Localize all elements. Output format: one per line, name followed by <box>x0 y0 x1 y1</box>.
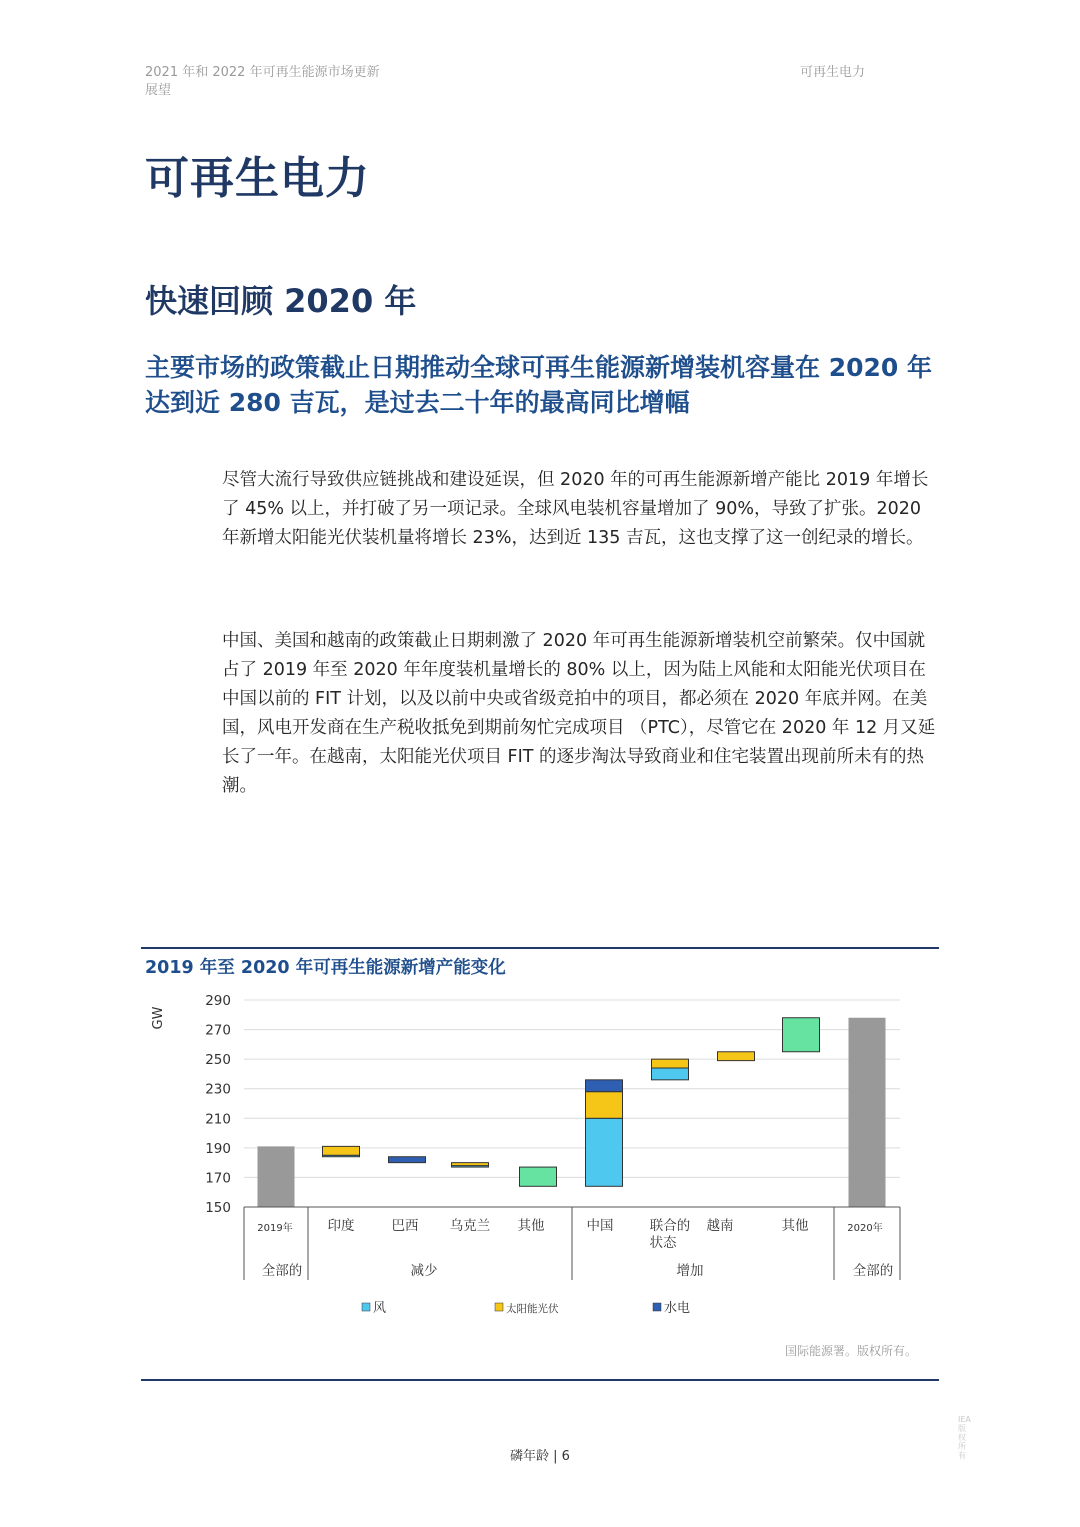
x-group-label: 增加 <box>676 1263 704 1279</box>
x-group-label: 全部的 <box>261 1263 303 1279</box>
body-paragraph-2: 中国、美国和越南的政策截止日期刺激了 2020 年可再生能源新增装机空前繁荣。仅中国就占了 2019 年至 2020 年年度装机量增长的 80% 以上，因为陆上风能和太阳能光伏项目在中国以前的 FIT 计划，以及以前中央或省级竞拍中的项目，都必须在 2020 年底并网。在美国，风电开发商在生产税收抵免到期前匆忙完成项目 （PTC），尽管它在 2020 年 12 月又延长了一年。在越南，太阳能光伏项目 FIT 的逐步淘汰导致商业和住宅装置出现前所未有的热潮。 <box>222 631 936 796</box>
x-category-label: 中国 <box>586 1218 614 1234</box>
y-axis-label: GW <box>151 1006 166 1030</box>
x-category-label: 其他 <box>781 1218 809 1234</box>
bar-8-segment-other <box>783 1018 820 1052</box>
source-note: 国际能源署。版权所有。 <box>785 1344 918 1358</box>
bar-1-segment-solar <box>323 1146 360 1155</box>
x-category-label: 越南 <box>706 1218 734 1234</box>
body-paragraph-1: 尽管大流行导致供应链挑战和建设延误，但 2020 年的可再生能源新增产能比 2019 年增长了 45% 以上，并打破了另一项记录。全球风电装机容量增加了 90%，导致了扩张。2020 年新增太阳能光伏装机量将增长 23%，达到近 135 吉瓦，这也支撑了这一创纪录的增长。 <box>222 470 929 548</box>
chart-bottom-rule <box>141 1379 939 1381</box>
page-title: 可再生电力 <box>145 153 370 204</box>
y-tick-label: 230 <box>205 1081 231 1098</box>
bar-5-segment-hydro <box>586 1080 623 1092</box>
x-category-label: 联合的状态 <box>649 1218 691 1251</box>
bar-5-segment-solar <box>586 1092 623 1119</box>
running-header-left: 2021 年和 2022 年可再生能源市场更新展望 <box>145 65 380 98</box>
legend-swatch-hydro <box>653 1303 661 1311</box>
side-watermark-text: IEA 版权所有 <box>958 1415 971 1460</box>
bar-2-segment-hydro <box>389 1157 426 1163</box>
legend-label-wind: 风 <box>373 1301 387 1316</box>
section-subtitle: 主要市场的政策截止日期推动全球可再生能源新增装机容量在 2020 年达到近 280 吉瓦，是过去二十年的最高同比增幅 <box>145 353 932 417</box>
x-group-label: 减少 <box>410 1263 438 1279</box>
chart-bars <box>258 1018 886 1207</box>
bar-6-segment-wind <box>652 1068 689 1080</box>
bar-5-segment-wind <box>586 1118 623 1186</box>
y-tick-label: 210 <box>205 1111 231 1128</box>
y-tick-label: 290 <box>205 993 231 1009</box>
chart-title: 2019 年至 2020 年可再生能源新增产能变化 <box>145 958 506 978</box>
running-header-right: 可再生电力 <box>800 65 866 80</box>
legend-label-hydro: 水电 <box>664 1301 691 1316</box>
legend-swatch-solar <box>495 1303 503 1311</box>
y-tick-label: 150 <box>205 1200 231 1216</box>
x-group-label: 全部的 <box>852 1263 894 1279</box>
bar-9-segment-total <box>849 1018 886 1207</box>
section-title: 快速回顾 2020 年 <box>145 282 417 320</box>
bar-3-segment-solar <box>452 1163 489 1166</box>
y-tick-label: 190 <box>205 1140 231 1157</box>
legend-swatch-wind <box>362 1303 370 1311</box>
y-tick-label: 250 <box>205 1052 231 1069</box>
bar-6-segment-solar <box>652 1059 689 1068</box>
page-footer: 磷年龄 | 6 <box>510 1449 570 1464</box>
x-category-label: 2019年 <box>257 1223 293 1234</box>
bar-4-segment-other <box>520 1167 557 1186</box>
chart-legend <box>362 1300 690 1316</box>
x-category-label: 印度 <box>327 1218 355 1234</box>
bar-0-segment-total <box>258 1146 295 1207</box>
bar-7-segment-solar <box>718 1052 755 1061</box>
x-category-label: 2020年 <box>847 1223 883 1234</box>
x-category-label: 巴西 <box>391 1218 419 1234</box>
legend-label-solar: 太阳能光伏 <box>506 1303 559 1315</box>
x-category-label: 乌克兰 <box>449 1218 491 1234</box>
x-category-label: 其他 <box>517 1218 545 1234</box>
y-tick-label: 170 <box>205 1170 231 1187</box>
y-tick-label: 270 <box>205 1022 231 1039</box>
chart-labels <box>151 993 893 1279</box>
